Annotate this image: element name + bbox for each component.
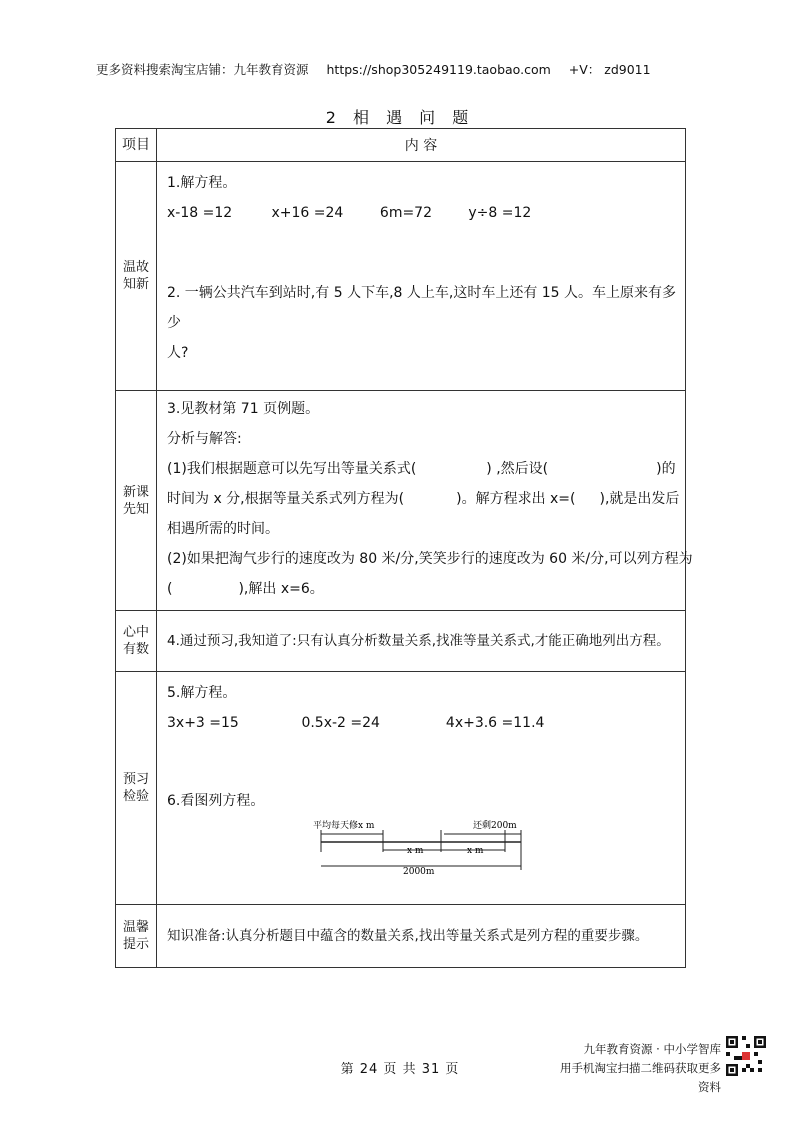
question-1-title: 1.解方程。 [167, 175, 237, 191]
section-label: 新课先知 [116, 391, 157, 611]
section-tip [116, 905, 686, 968]
equation-row [167, 198, 677, 228]
diagram-label-mid2: x m [467, 846, 484, 856]
equation: 4x+3.6 =11.4 [445, 715, 545, 731]
brand-block [556, 1040, 721, 1097]
text: ( [167, 581, 173, 597]
section-new [116, 391, 686, 611]
diagram-label-right: 还剩200m [473, 821, 517, 831]
section-mind [116, 611, 686, 672]
qr-code-icon[interactable] [726, 1036, 766, 1076]
question-3-title: 3.见教材第 71 页例题。 [167, 401, 320, 417]
text-line: 4.通过预习,我知道了:只有认真分析数量关系,找准等量关系式,才能正确地列出方程。 [167, 633, 670, 649]
section-label: 心中有数 [116, 611, 157, 672]
page-title: 2 相 遇 问 题 [325, 108, 475, 127]
equation: 0.5x-2 =24 [301, 715, 380, 731]
lesson-table [115, 128, 693, 968]
section-content [157, 905, 686, 968]
text-line: (2)如果把淘气步行的速度改为 80 米/分,笑笑步行的速度改为 60 米/分,可以列方程为 [167, 551, 693, 567]
analysis-label: 分析与解答: [167, 431, 242, 447]
section-content [157, 611, 686, 672]
text-line: 知识准备:认真分析题目中蕴含的数量关系,找出等量关系式是列方程的重要步骤。 [167, 928, 649, 944]
question-2-line: 2. 一辆公共汽车到站时,有 5 人下车,8 人上车,这时车上还有 15 人。车上原来有多少 [167, 285, 677, 331]
text: (1)我们根据题意可以先写出等量关系式( [167, 461, 417, 477]
page-header [96, 60, 665, 78]
text: ) ,然后设( [486, 461, 549, 477]
equation: x-18 =12 [167, 205, 233, 221]
text: )。解方程求出 x=( [456, 491, 576, 507]
shop-url[interactable]: https://shop305249119.taobao.com [326, 62, 551, 77]
shop-name: 更多资料搜索淘宝店铺：九年教育资源 [96, 62, 309, 77]
equation: 6m=72 [379, 205, 432, 221]
text: )的 [656, 461, 676, 477]
diagram-label-total: 2000m [403, 867, 435, 874]
text: ),就是出发后 [599, 491, 680, 507]
text-line: 相遇所需的时间。 [167, 521, 279, 537]
equation-row [167, 708, 677, 738]
page-number: 第 24 页 共 31 页 [340, 1062, 460, 1077]
fill-line [167, 574, 677, 604]
table-header-row [116, 129, 686, 162]
question-6-title: 6.看图列方程。 [167, 793, 265, 809]
fill-line [167, 454, 677, 484]
section-content [157, 162, 686, 391]
section-label: 预习检验 [116, 672, 157, 905]
question-2-line: 人? [167, 345, 189, 361]
section-check [116, 672, 686, 905]
question-5-title: 5.解方程。 [167, 685, 237, 701]
brand-line: 用手机淘宝扫描二维码获取更多资料 [560, 1061, 721, 1094]
equation: x+16 =24 [271, 205, 344, 221]
diagram-label-left: 平均每天修x m [313, 821, 375, 831]
equation: 3x+3 =15 [167, 715, 239, 731]
fill-line [167, 484, 680, 514]
equation: y÷8 =12 [468, 205, 532, 221]
section-content [157, 672, 686, 905]
diagram-label-mid: x m [407, 846, 424, 856]
section-label: 温故知新 [116, 162, 157, 391]
text: ),解出 x=6。 [238, 581, 324, 597]
line-diagram [307, 818, 529, 874]
section-label: 温馨提示 [116, 905, 157, 968]
section-content [157, 391, 693, 611]
text: 时间为 x 分,根据等量关系式列方程为( [167, 491, 405, 507]
section-review [116, 162, 686, 391]
col-header-content: 内 容 [157, 129, 686, 162]
brand-line: 九年教育资源 · 中小学智库 [583, 1042, 721, 1056]
contact: +V： zd9011 [568, 62, 651, 77]
col-header-item: 项目 [116, 129, 157, 162]
